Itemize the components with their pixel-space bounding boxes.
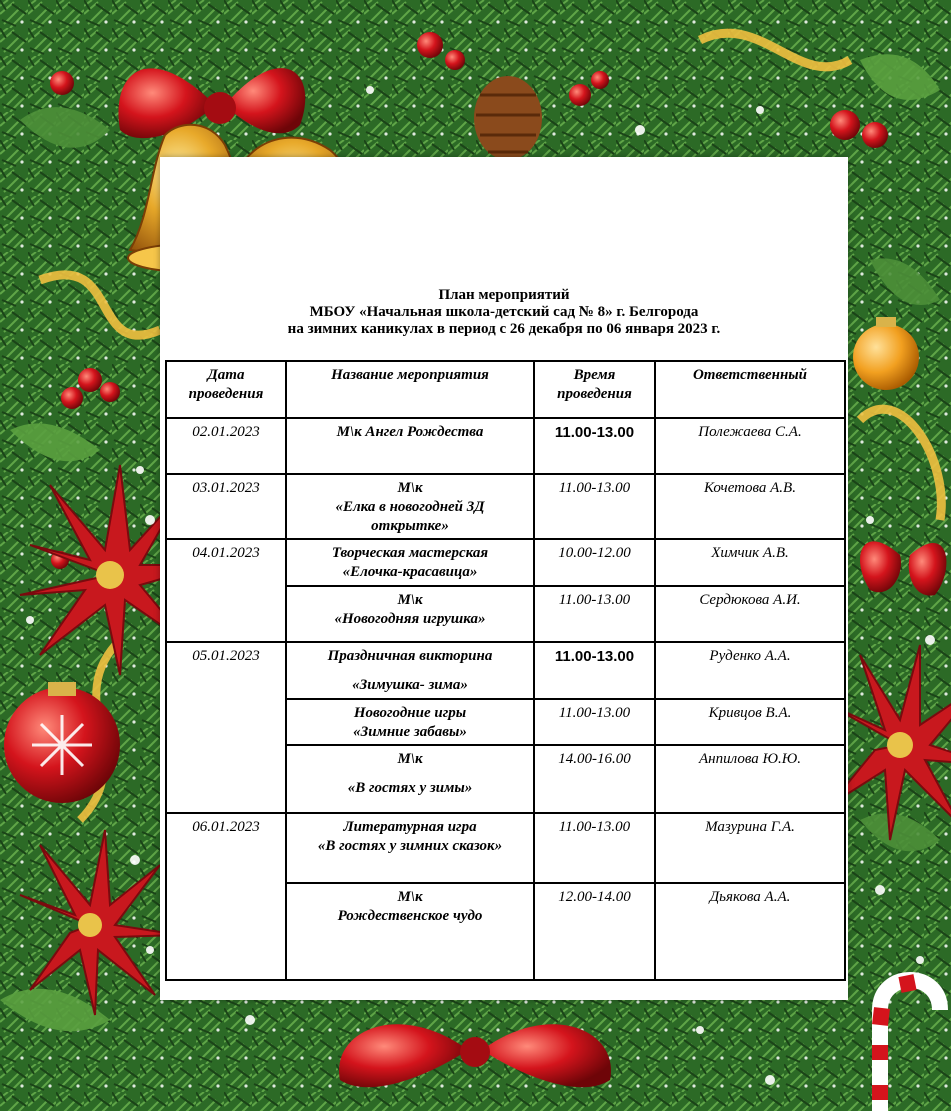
event-name-line: «Елочка-красавица» [342, 564, 478, 580]
header-responsible: Ответственный [655, 361, 845, 418]
ornament-icon [853, 324, 919, 390]
event-name [286, 883, 534, 980]
event-time: 12.00-14.00 [534, 883, 655, 980]
event-plan-sheet [160, 157, 848, 1000]
table-row [166, 642, 845, 699]
header-date [166, 361, 286, 418]
event-name-line: Рождественское чудо [337, 908, 483, 924]
event-responsible: Кривцов В.А. [655, 699, 845, 745]
pinecone-icon [474, 76, 542, 160]
event-responsible: Сердюкова А.И. [655, 586, 845, 642]
event-name [286, 474, 534, 539]
event-responsible: Дьякова А.А. [655, 883, 845, 980]
event-name-line: Праздничная викторина [327, 648, 493, 664]
table-header-row [166, 361, 845, 418]
events-table [165, 360, 846, 981]
header-time-line1: Время [573, 367, 616, 383]
page-title [160, 287, 848, 338]
event-name-line: «В гостях у зимних сказок» [317, 838, 503, 854]
event-date: 03.01.2023 [166, 474, 286, 539]
table-row [166, 418, 845, 474]
event-time: 11.00-13.00 [534, 418, 655, 474]
event-responsible: Анпилова Ю.Ю. [655, 745, 845, 813]
event-date: 05.01.2023 [166, 642, 286, 813]
event-time: 10.00-12.00 [534, 539, 655, 586]
event-time: 11.00-13.00 [534, 586, 655, 642]
header-time [534, 361, 655, 418]
event-date: 06.01.2023 [166, 813, 286, 980]
event-name [286, 539, 534, 586]
event-name [286, 699, 534, 745]
event-name [286, 813, 534, 883]
title-line-1: План мероприятий [438, 287, 570, 303]
line-gap [291, 666, 529, 676]
event-date: 02.01.2023 [166, 418, 286, 474]
event-name-line: Литературная игра [343, 819, 477, 835]
title-line-2: МБОУ «Начальная школа-детский сад № 8» г. Белгорода [309, 304, 699, 320]
event-name [286, 418, 534, 474]
event-name-line: М\к [397, 592, 423, 608]
event-name-line: «Зимушка- зима» [352, 677, 468, 693]
event-name-line: М\к [397, 480, 423, 496]
event-time: 11.00-13.00 [534, 474, 655, 539]
event-name-line: Творческая мастерская [331, 545, 489, 561]
event-time: 11.00-13.00 [534, 642, 655, 699]
title-line-3: на зимних каникулах в период с 26 декабря по 06 января 2023 г. [287, 321, 721, 337]
event-name [286, 642, 534, 699]
header-date-line2: проведения [188, 386, 264, 402]
event-name-line: М\к Ангел Рождества [336, 424, 484, 440]
event-date: 04.01.2023 [166, 539, 286, 642]
event-name-line: М\к [397, 889, 423, 905]
table-row [166, 813, 845, 883]
event-responsible: Мазурина Г.А. [655, 813, 845, 883]
table-row [166, 539, 845, 586]
event-name-line: «В гостях у зимы» [347, 780, 473, 796]
header-name: Название мероприятия [286, 361, 534, 418]
event-name-line: «Елка в новогодней 3Д [335, 499, 485, 515]
event-responsible: Полежаева С.А. [655, 418, 845, 474]
event-responsible: Кочетова А.В. [655, 474, 845, 539]
event-name-line: «Новогодняя игрушка» [334, 611, 486, 627]
event-time: 11.00-13.00 [534, 813, 655, 883]
header-date-line1: Дата [207, 367, 245, 383]
event-name [286, 586, 534, 642]
event-time: 11.00-13.00 [534, 699, 655, 745]
event-name-line: открытке» [371, 518, 449, 534]
event-time: 14.00-16.00 [534, 745, 655, 813]
event-responsible: Руденко А.А. [655, 642, 845, 699]
event-name-line: Новогодние игры [353, 705, 467, 721]
table-row [166, 474, 845, 539]
header-time-line2: проведения [557, 386, 632, 402]
line-gap [291, 769, 529, 779]
event-responsible: Химчик А.В. [655, 539, 845, 586]
event-name-line: «Зимние забавы» [353, 724, 467, 740]
event-name-line: М\к [397, 751, 423, 767]
event-name [286, 745, 534, 813]
